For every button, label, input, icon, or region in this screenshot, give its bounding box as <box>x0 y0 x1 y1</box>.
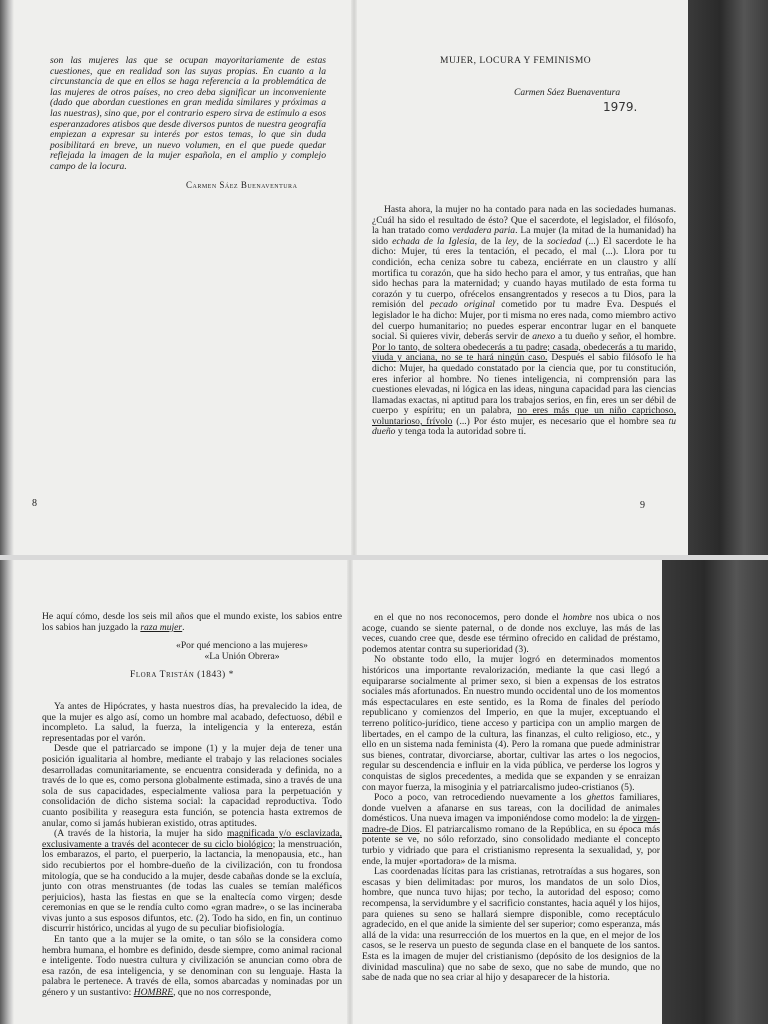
italic-phrase: HOMBRE <box>133 987 174 999</box>
epigraph-source: Flora Tristán (1843) * <box>130 669 234 680</box>
italic-phrase: sociedad <box>547 235 582 247</box>
chapter-title: MUJER, LOCURA Y FEMINISMO <box>440 56 592 66</box>
text-run: . La mujer (la mitad de la humanidad) ha sido <box>372 225 676 247</box>
binding-shadow <box>0 560 14 1024</box>
text-run: , de la <box>516 235 548 247</box>
text-run: (...) El sacerdote le ha dicho: Mujer, tú eres la tentación, el pecado, el mal (...). Llora por tu condición, echa ceniza sobre tu cabeza, enciérrate en un claustro y allí mortifica tu corazón, que ha sido hecho para el amor, y tus entrañas, que han sido hechas para la maternidad; y cuando hayas mutilado de esta forma tu corazón y tu cuerpo, ofrécelos ensangrentados y resecos a tu Dios, para la remisión del <box>372 235 676 311</box>
opening-paragraph <box>42 612 342 633</box>
paragraph <box>362 613 660 655</box>
text-run: Ya antes de Hipócrates, y hasta nuestros días, ha prevalecido la idea, de que la mujer es algo así, como un hombre mal acabado, defectuoso, débil e incompleto. La salud, la fuerza, la inteligencia y la entereza, están representadas por el varón. <box>42 701 342 744</box>
text-run: , de la <box>474 235 506 247</box>
italic-phrase: anexo <box>532 331 556 343</box>
text-run: Poco a poco, van retrocediendo nuevamente a los <box>374 792 587 804</box>
text-run: Hasta ahora, la mujer no ha contado para nada en las sociedades humanas. ¿Cuál ha sido el resultado de ésto? Que el sacerdote, el legislador, el filósofo, la han tratado como <box>372 204 676 237</box>
paragraph <box>42 744 342 829</box>
scanner-edge-shadow <box>662 560 768 1024</box>
intro-signature: Carmen Sáez Buenaventura <box>186 180 298 190</box>
paragraph <box>362 793 660 867</box>
italic-phrase: tu dueño <box>372 415 676 438</box>
chapter-author: Carmen Sáez Buenaventura <box>514 88 621 98</box>
epigraph-line-2: «La Unión Obrera» <box>204 651 280 662</box>
text-run: No obstante todo ello, la mujer logró en determinados momentos históricos una importante revalorización, mediante la que casi llegó a equipararse socialmente al primer sexo, si bien a expensas de los estratos sociales más afortunados. En nuestro mundo occidental uno de los momentos más espectaculares en este sentido, es la Roma de finales del período republicano y comienzos del Imperio, en que la mujer, exceptuando el terreno político-jurídico, tiene acceso y participa con un amplio margen de libertades, en el campo de la cultura, las finanzas, el culto religioso, etc., y ello en un sistema nada feminista (4). Pero la romana que puede administrar sus bienes, contratar, divorciarse, abortar, cultivar las artes o los negocios, regular su descendencia e influir en la vida pública, ve perderse los logros y conquistas de siglos precedentes, a medida que se expanden y se enraizan con mayor fuerza, la misoginia y el patriarcalismo judeo-cristianos (5). <box>362 654 660 793</box>
page-gutter <box>347 560 353 1024</box>
text-run: He aquí cómo, desde los seis mil años que el mundo existe, los sabios entre los sabios han juzgado la <box>42 611 342 633</box>
paragraph <box>362 867 660 984</box>
page-number-9: 9 <box>640 500 645 511</box>
italic-phrase: echada de la Iglesia <box>392 235 475 247</box>
text-run: , que no nos corresponde, <box>173 987 272 999</box>
handwritten-year-note: 1979. <box>603 100 638 114</box>
italic-phrase: raza mujer <box>140 621 183 633</box>
text-run: ; la menstruación, los embarazos, el parto, el puerperio, la lactancia, la menopausia, etc., han sido recubiertos por el hombre-dueño de la civilización, con tu frondosa mitología, que se ha conducido a la mujer, desde cabañas donde se la excluía, junto con otras menstruantes (de todas las cuales se temían maléficos perjuicios), hasta las fiestas en que se la enaltecía como virgen; desde ceremonias en que se le rendía culto como «gran madre», o se las incineraba vivas junto a sus esposos difuntos, etc. (2). Todo ha sido, en fin, un continuo discurrir histórico, uncidas al yugo de su peculiar biofisiología. <box>42 838 342 935</box>
left-column-body <box>42 702 342 999</box>
underlined-phrase: no eres más que un niño caprichoso, voluntarioso, frívolo <box>372 405 676 427</box>
scanner-edge-shadow <box>688 0 768 555</box>
text-run: cometido por tu madre Eva. Después el legislador le ha dicho: Mujer, por ti misma no eres nada, como miembro activo del cuerpo humanitario; no puedes esperar encontrar lugar en el banquete social. Si quieres vivir, deberás servir de <box>372 299 676 343</box>
underlined-phrase: magnificada y/o esclavizada, exclusivamente a través del acontecer de su ciclo biológico <box>42 828 342 850</box>
italic-phrase: verdadera paria <box>452 225 516 237</box>
text-run: en el que no nos reconocemos, pero donde el <box>374 612 563 623</box>
italic-phrase: ghettos <box>586 792 615 804</box>
binding-shadow <box>0 0 14 555</box>
page-number-8: 8 <box>32 498 37 509</box>
paragraph <box>42 702 342 744</box>
underlined-phrase: Por lo tanto, de soltera obedecerás a tu padre; casada, obedecerás a tu marido, viuda y anciana, no se te hará ningún caso. <box>372 341 676 364</box>
text-run: y tenga toda la autoridad sobre ti. <box>395 426 526 438</box>
text-run: nos ubica o nos acoge, cuando se siente paternal, o de donde nos excluye, las más de las veces, cuando cree que, desde ese término ofrecido en calidad de préstamo, podemos atentar contra su superioridad (3). <box>362 612 660 655</box>
text-run: (A través de la historia, la mujer ha sido <box>54 828 228 840</box>
paragraph <box>42 829 342 935</box>
paragraph <box>362 655 660 793</box>
epigraph-line-1: «Por qué menciono a las mujeres» <box>176 640 308 651</box>
text-run: . <box>182 621 185 633</box>
text-run: Después el sabio filósofo le ha dicho: Mujer, ha quedado constatado por la ciencia que, por tu constitución, eres inferior al hombre. No tienes inteligencia, ni comprensión para las cuestiones elevadas, ni lógica en las ideas, ninguna capacidad para las ciencias llamadas exactas, ni aptitud para los trabajos serios, en fin, eres un ser débil de cuerpo y espíritu; en un palabra, <box>372 352 676 417</box>
chapter-opening-quote <box>372 205 676 438</box>
text-run: En tanto que a la mujer se la omite, o tan sólo se la considera como hembra humana, el hombre es definido, desde siempre, como animal racional e inteligente. Todo nuestra cultura y civilización se anuncian como obra de esa razón, de esa inteligencia, y se denominan con su lenguaje. Hasta la palabra le pertenece. A través de ella, somos abarcadas y nominadas por un género y un sustantivo: <box>42 934 342 999</box>
text-run: (...) Por ésto mujer, es necesario que el hombre sea <box>452 415 669 427</box>
italic-phrase: hombre <box>562 612 592 623</box>
text-run: familiares, donde vuelven a afanarse en sus tareas, con la docilidad de animales domésticos. Una nueva imagen va imponiéndose como modelo: la de <box>362 792 660 825</box>
intro-paragraph: son las mujeres las que se ocupan mayoritariamente de estas cuestiones, que en realidad son las suyas propias. En cuanto a la circunstancia de que en ellos se haga referencia a la problemática de las mujeres de otros países, no creo deba significar un inconveniente (dado que abordan cuestiones en gran medida similares y próximas a las nuestras), sino que, por el contrario espero sirva de estímulo a esos esperanzadores atisbos que desde diversos puntos de nuestra geografía empiezan a expresar su interés por estos temas, lo que sin duda posibilitará en breve, un nuevo volumen, en el que puede quedar reflejada la imagen de la mujer española, en el amplio y complejo campo de la locura. <box>50 55 326 172</box>
paragraph <box>42 935 342 999</box>
italic-phrase: pecado original <box>429 299 495 311</box>
page-gutter <box>351 0 357 555</box>
text-run: Desde que el patriarcado se impone (1) y la mujer deja de tener una posición igualitaria al hombre, mediante el trabajo y las relaciones sociales desarrolladas comunitariamente, se encuentra considerada y definida, no a través de lo que es, como persona globalmente estimada, sino a través de una sola de sus capacidades, especialmente valiosa para la perpetuación y consolidación de dicho sistema social: la capacidad reproductiva. Todo cuanto posibilita y reasegura esta función, se potencia hasta extremos de anular, como si jamás hubieran existido, otras aptitudes. <box>42 743 342 829</box>
paragraph <box>42 612 342 633</box>
italic-phrase: ley <box>505 235 517 247</box>
underlined-phrase: virgen-madre-de Dios <box>362 813 660 835</box>
text-run: Las coordenadas lícitas para las cristianas, retrotraídas a sus hogares, son escasas y bien delimitadas: por muros, los mandatos de un solo Dios, hombre, que nunca tuvo hijas; por techo, la autoridad del esposo; como recompensa, la servidumbre y el sacrificio constantes, hacia aquél y los hijos, para quienes su seno se hallará siempre disponible, como receptáculo agradecido, en el que anide la simiente del ser superior; como esperanza, más allá de la vida: una resurrección de los muertos en la que, en el mejor de los casos, se le reserva un puesto de segunda clase en el banquete de los santos. Esta es la imagen de mujer del cristianismo (depósito de los designios de la divinidad masculina) que no sabe de sexo, que no sabe de mundo, que no sabe de nada que no sea criar al hijo y desaparecer de la historia. <box>362 866 660 984</box>
text-run: . El patriarcalismo romano de la República, en su época más potente se ve, no sólo reforzado, sino consolidado mediante el concepto turbio y vidriado que para el cristianismo representa la sexualidad, y, por ende, la mujer «portadora» de la misma. <box>362 823 660 867</box>
text-run: a tu dueño y señor, el hombre. <box>555 331 676 343</box>
epigraph <box>152 640 332 662</box>
paragraph <box>372 205 676 438</box>
right-column-body <box>362 613 660 984</box>
